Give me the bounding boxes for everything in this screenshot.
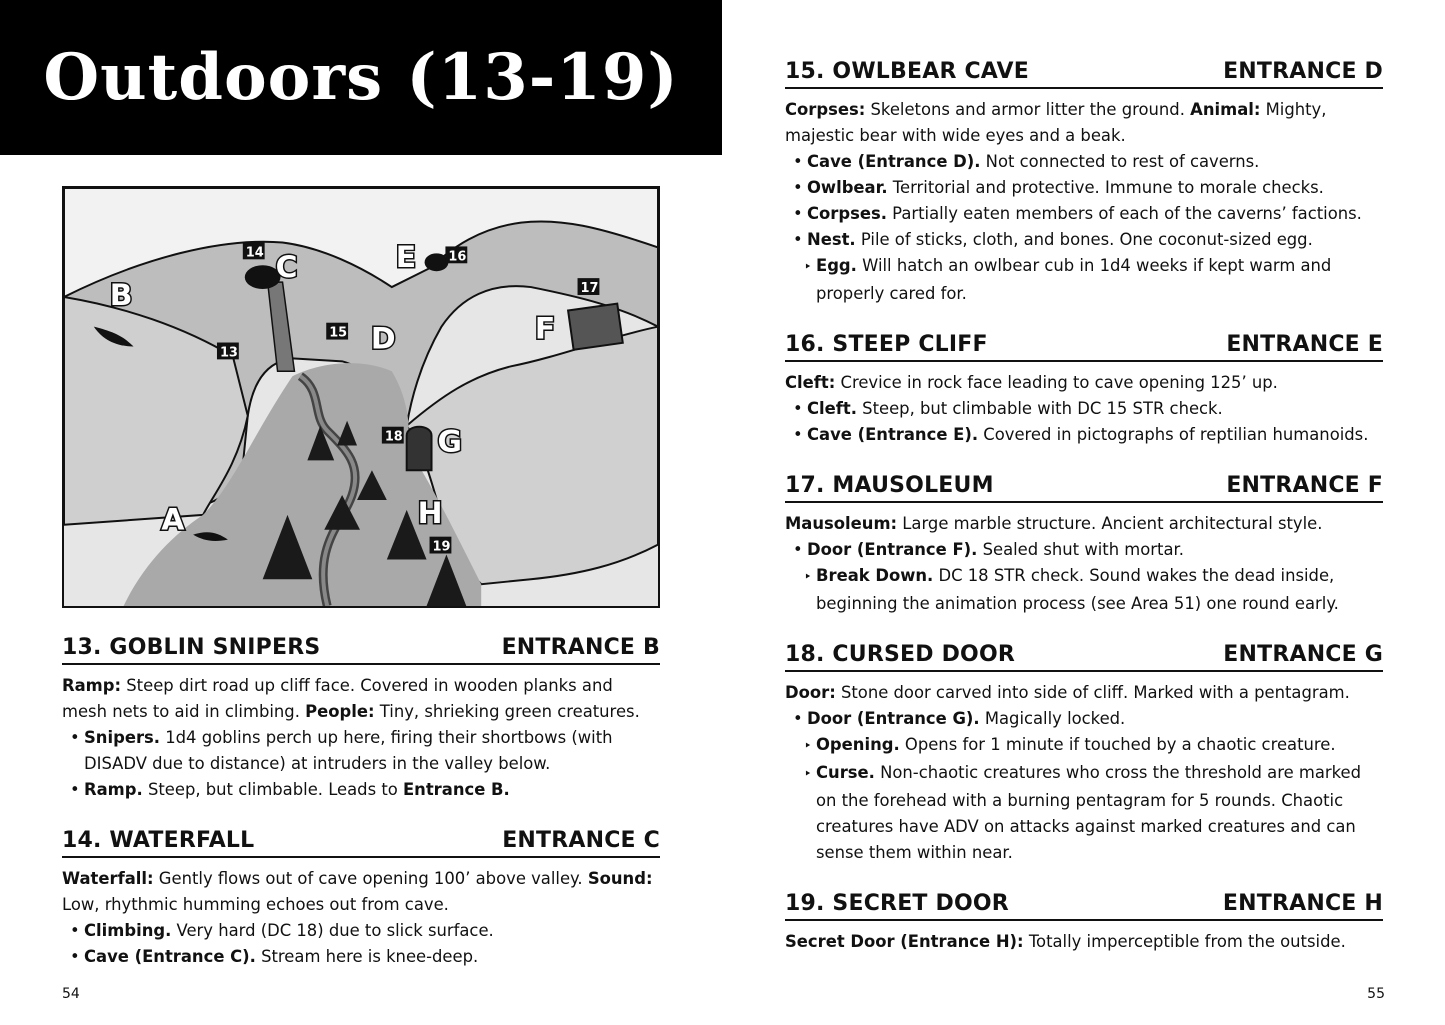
sub-bullet-item: ‣ Opening. Opens for 1 minute if touched by a chaotic creature. [785, 732, 1383, 760]
page-number-right: 55 [1367, 986, 1385, 1002]
bullet-item: • Door (Entrance G). Magically locked. [789, 706, 1383, 732]
section-header [62, 634, 660, 665]
section-title: 18. CURSED DOOR [785, 642, 1015, 667]
section-description: Ramp: Steep dirt road up cliff face. Covered in wooden planks and mesh nets to aid in climbing. People: Tiny, shrieking green creatures. [62, 676, 640, 721]
bullet-item: • Corpses. Partially eaten members of each of the caverns’ factions. [789, 201, 1383, 227]
section-title: 14. WATERFALL [62, 828, 255, 853]
bullet-item: • Ramp. Steep, but climbable. Leads to Entrance B. [66, 777, 660, 803]
map-illustration [64, 188, 658, 606]
section-description: Cleft: Crevice in rock face leading to cave opening 125’ up. [785, 373, 1278, 392]
bullet-item: • Snipers. 1d4 goblins perch up here, firing their shortbows (with DISADV due to distance) at intruders in the valley below. [66, 725, 660, 777]
section-description: Corpses: Skeletons and armor litter the ground. Animal: Mighty, majestic bear with wide eyes and a beak. [785, 100, 1327, 145]
sub-bullet-item: ‣ Curse. Non-chaotic creatures who cross the threshold are marked on the forehead with a burning pentagram for 5 rounds. Chaotic creatures have ADV on attacks against marked creatures and can sense them within near. [785, 760, 1383, 866]
map-number-19: 19 [432, 539, 451, 555]
map-letter-a: A [161, 502, 185, 538]
map-number-13: 13 [219, 345, 238, 361]
sub-bullet-item: ‣ Break Down. DC 18 STR check. Sound wakes the dead inside, beginning the animation process (see Area 51) one round early. [785, 563, 1383, 617]
section-title: 17. MAUSOLEUM [785, 473, 994, 498]
section-header [785, 890, 1383, 921]
bullet-item: • Cave (Entrance E). Covered in pictographs of reptilian humanoids. [789, 422, 1383, 448]
map-number-16: 16 [448, 249, 467, 265]
section-entrance: ENTRANCE C [502, 828, 660, 853]
bullet-item: • Cleft. Steep, but climbable with DC 15 STR check. [789, 396, 1383, 422]
section-entrance: ENTRANCE G [1223, 642, 1383, 667]
bullet-item: • Owlbear. Territorial and protective. Immune to morale checks. [789, 175, 1383, 201]
map-letter-c: C [275, 250, 298, 286]
section-18 [785, 641, 1383, 866]
section-14 [62, 827, 660, 970]
section-entrance: ENTRANCE D [1223, 59, 1383, 84]
section-header [62, 827, 660, 858]
section-16 [785, 331, 1383, 448]
section-17 [785, 472, 1383, 617]
bullet-item: • Door (Entrance F). Sealed shut with mortar. [789, 537, 1383, 563]
section-entrance: ENTRANCE E [1226, 332, 1383, 357]
map-letter-e: E [395, 240, 417, 276]
map-number-18: 18 [384, 429, 403, 445]
map-letter-g: G [437, 424, 462, 460]
map-number-15: 15 [329, 325, 348, 341]
map-letter-f: F [534, 311, 556, 347]
section-description: Mausoleum: Large marble structure. Ancient architectural style. [785, 514, 1323, 533]
section-entrance: ENTRANCE F [1226, 473, 1383, 498]
left-column [62, 634, 660, 994]
section-description: Waterfall: Gently flows out of cave opening 100’ above valley. Sound: Low, rhythmic humming echoes out from cave. [62, 869, 653, 914]
map-letter-d: D [370, 321, 396, 357]
map-letter-h: H [417, 495, 443, 531]
sub-bullet-item: ‣ Egg. Will hatch an owlbear cub in 1d4 weeks if kept warm and properly cared for. [785, 253, 1383, 307]
section-header [785, 641, 1383, 672]
section-title: 16. STEEP CLIFF [785, 332, 988, 357]
section-entrance: ENTRANCE H [1222, 891, 1383, 916]
section-header [785, 331, 1383, 362]
page-number-left: 54 [62, 986, 80, 1002]
section-header [785, 58, 1383, 89]
section-title: 13. GOBLIN SNIPERS [62, 635, 321, 660]
page-title: Outdoors (13-19) [43, 40, 679, 115]
section-15 [785, 58, 1383, 307]
right-column [785, 58, 1383, 979]
area-map [62, 186, 660, 608]
section-19 [785, 890, 1383, 955]
section-13 [62, 634, 660, 803]
section-description: Door: Stone door carved into side of cliff. Marked with a pentagram. [785, 683, 1350, 702]
section-entrance: ENTRANCE B [501, 635, 660, 660]
section-description: Secret Door (Entrance H): Totally imperceptible from the outside. [785, 932, 1346, 951]
title-banner [0, 0, 722, 155]
section-title: 19. SECRET DOOR [785, 891, 1009, 916]
map-number-14: 14 [245, 245, 264, 261]
bullet-item: • Cave (Entrance C). Stream here is knee-deep. [66, 944, 660, 970]
map-number-17: 17 [580, 281, 599, 296]
bullet-item: • Cave (Entrance D). Not connected to rest of caverns. [789, 149, 1383, 175]
bullet-item: • Nest. Pile of sticks, cloth, and bones. One coconut-sized egg. [789, 227, 1383, 253]
section-title: 15. OWLBEAR CAVE [785, 59, 1029, 84]
bullet-item: • Climbing. Very hard (DC 18) due to slick surface. [66, 918, 660, 944]
map-letter-b: B [109, 277, 133, 313]
section-header [785, 472, 1383, 503]
